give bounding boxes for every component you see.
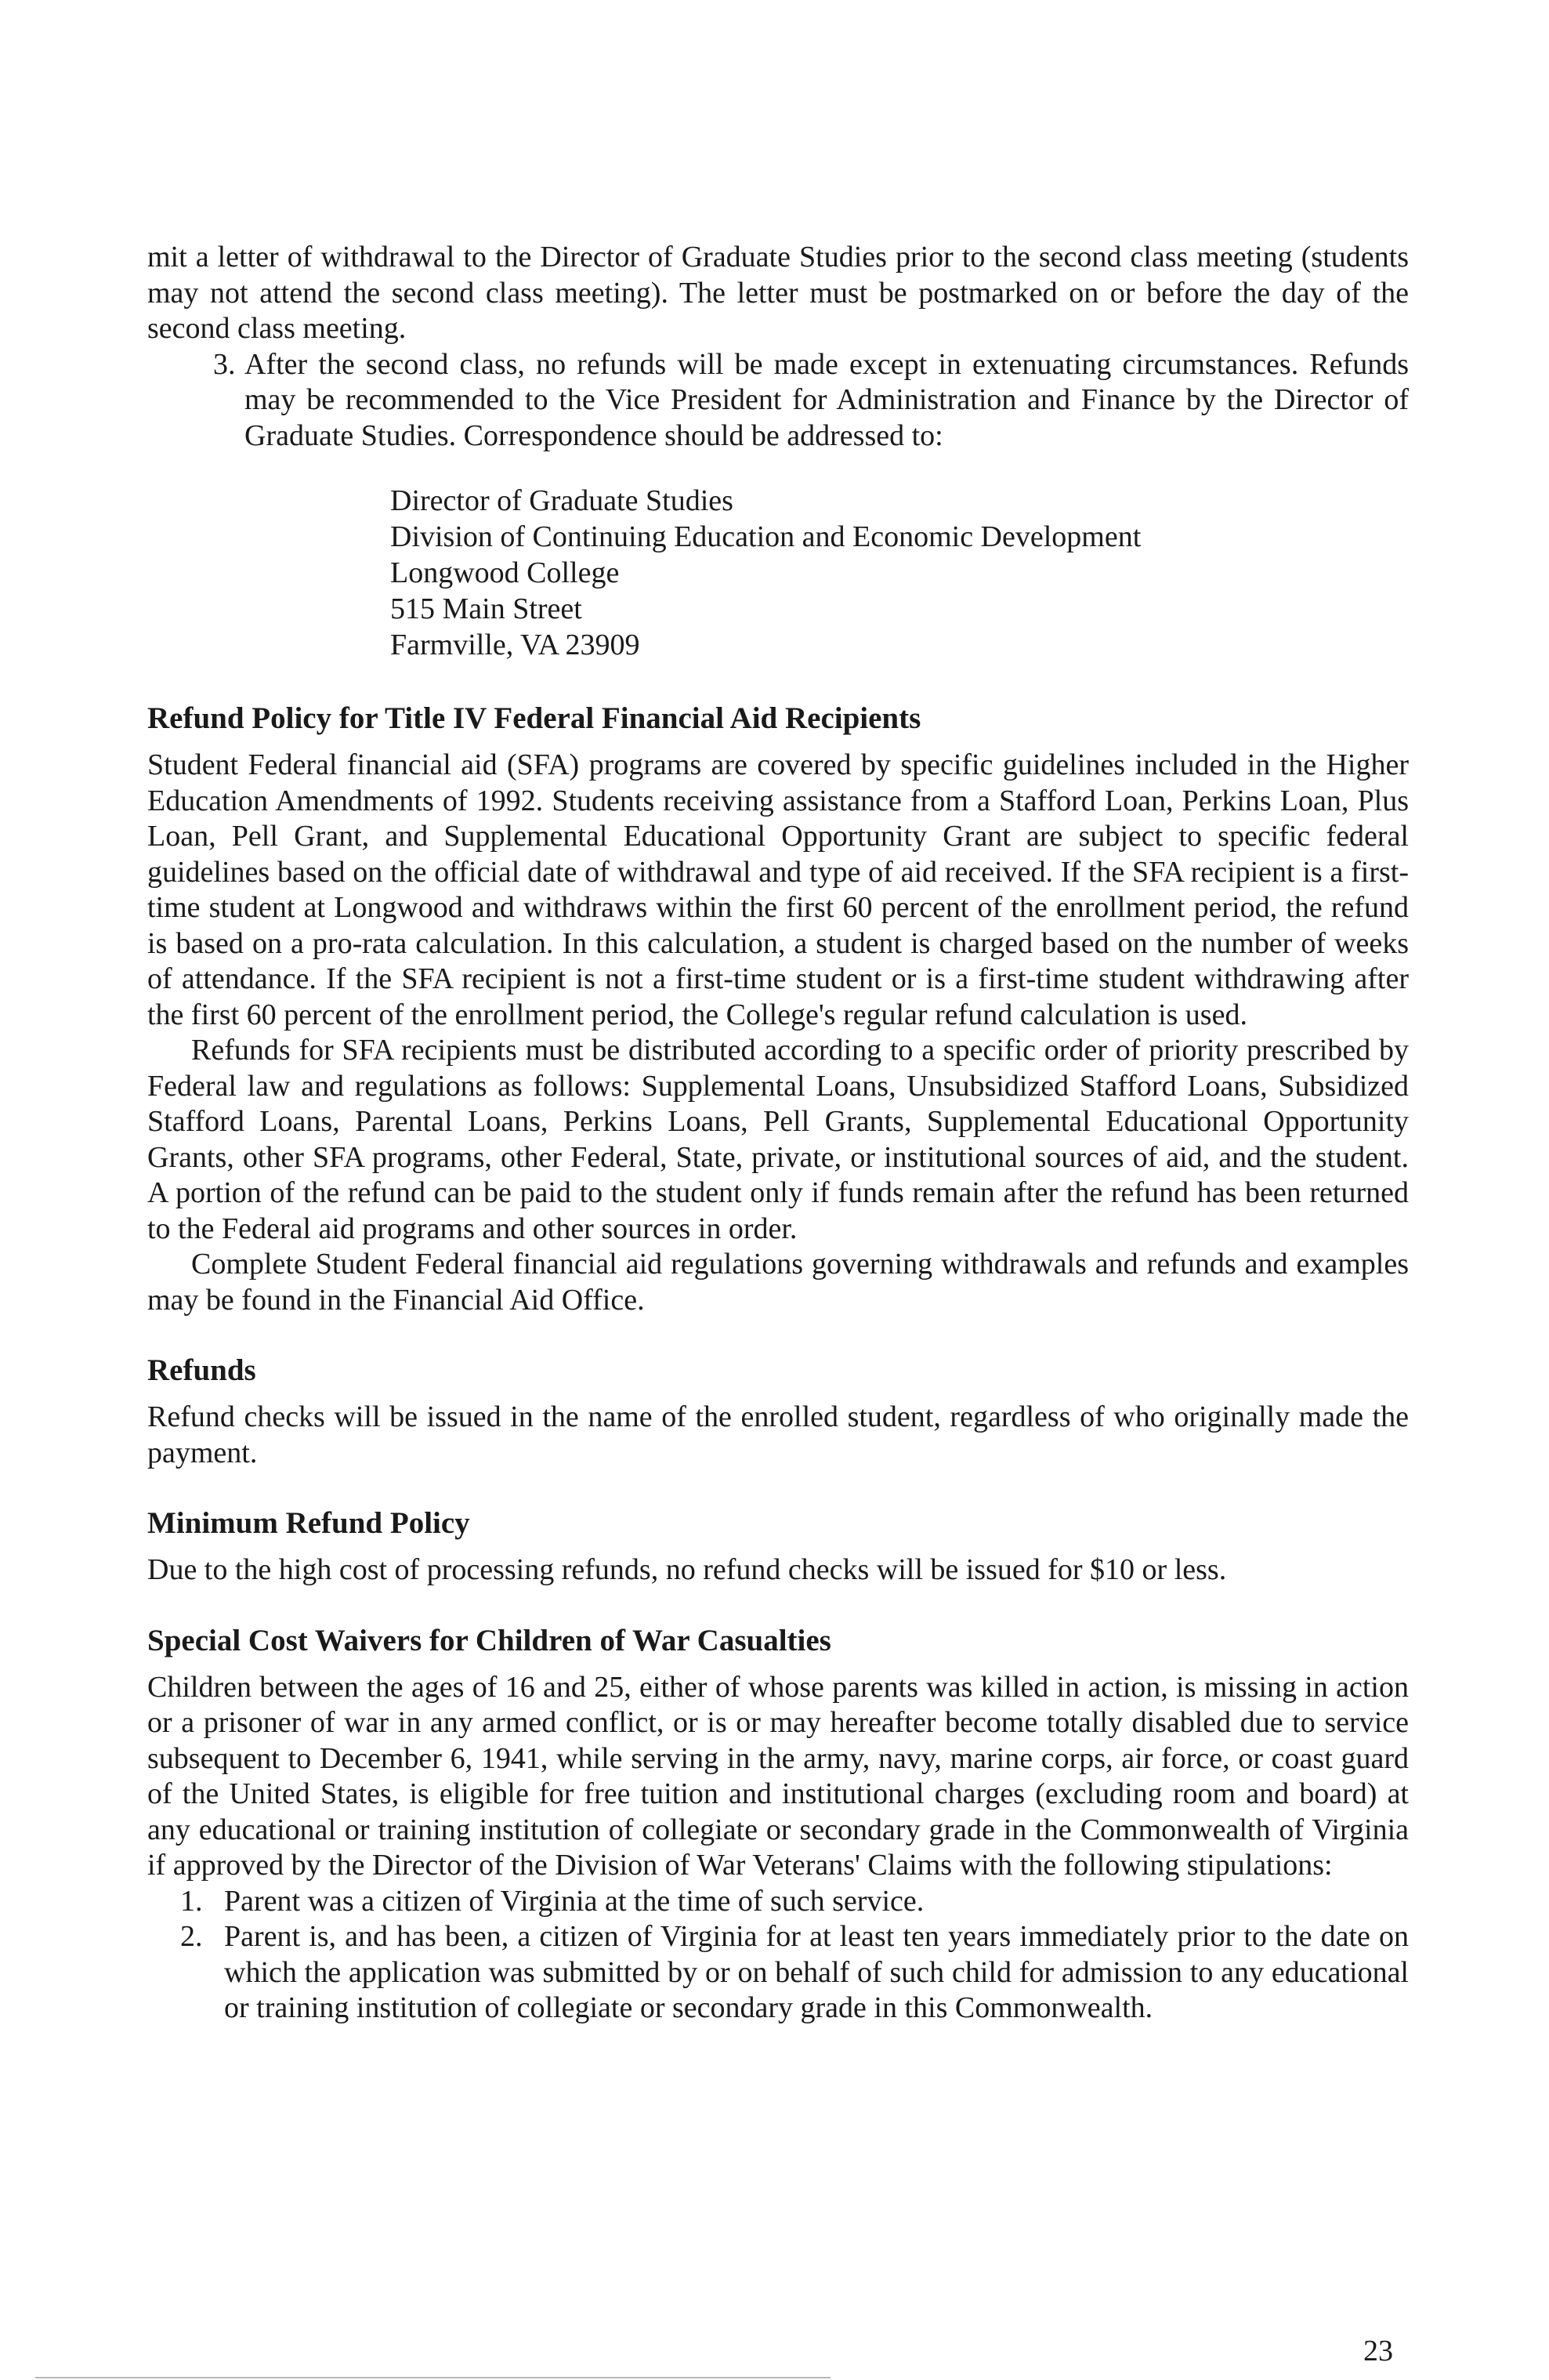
list-number: 2. (180, 1920, 203, 1953)
list-text: After the second class, no refunds will be made except in extenuating circumstances. Refunds may be recommended to the Vice President for Administration and Finance by the Director of Graduate Studies. Correspondence should be addressed to: (244, 347, 1409, 452)
list-text: Parent is, and has been, a citizen of Virginia for at least ten years immediately prior to the date on which the application was submitted by or on behalf of such child for admission to any educational or training institution of collegiate or secondary grade in this Commonwealth. (224, 1920, 1409, 2024)
list-number: 3. (213, 347, 236, 381)
intro-continuation: mit a letter of withdrawal to the Director of Graduate Studies prior to the second class meeting (students may not attend the second class meeting). The letter must be postmarked on or before the day of the second class meeting. (147, 241, 1409, 345)
address-line: 515 Main Street (390, 592, 582, 625)
page-number: 23 (1363, 2335, 1393, 2367)
section-heading-refunds: Refunds (147, 1353, 256, 1387)
paragraph: Children between the ages of 16 and 25, either of whose parents was killed in action, is missing in action or a prisoner of war in any armed conflict, or is or may hereafter become totally disabled due to service subsequent to December 6, 1941, while serving in the army, navy, marine corps, air force, or coast guard of the United States, is eligible for free tuition and institutional charges (excluding room and board) at any educational or training institution of collegiate or secondary grade in the Commonwealth of Virginia if approved by the Director of the Division of War Veterans' Claims with the following stipulations: (147, 1670, 1409, 1882)
mailing-address (390, 483, 1409, 663)
section-heading-title-iv: Refund Policy for Title IV Federal Financial Aid Recipients (147, 701, 921, 735)
list-text: Parent was a citizen of Virginia at the time of such service. (224, 1884, 925, 1918)
paragraph: Student Federal financial aid (SFA) programs are covered by specific guidelines included in the Higher Education Amendments of 1992. Students receiving assistance from a Stafford Loan, Perkins Loan, Plus Loan, Pell Grant, and Supplemental Educational Opportunity Grant are subject to specific federal guidelines based on the official date of withdrawal and type of aid received. If the SFA recipient is a first-time student at Longwood and withdraws within the first 60 percent of the enrollment period, the refund is based on a pro-rata calculation. In this calculation, a student is charged based on the number of weeks of attendance. If the SFA recipient is not a first-time student or is a first-time student withdrawing after the first 60 percent of the enrollment period, the College's regular refund calculation is used. (147, 748, 1409, 1031)
section-heading-minimum-refund: Minimum Refund Policy (147, 1506, 470, 1540)
address-line: Farmville, VA 23909 (390, 629, 640, 661)
address-line: Longwood College (390, 556, 620, 589)
list-item-2 (147, 1919, 1409, 2027)
list-number: 1. (180, 1884, 203, 1918)
section-heading-cost-waivers: Special Cost Waivers for Children of War Casualties (147, 1623, 831, 1657)
paragraph: Due to the high cost of processing refunds, no refund checks will be issued for $10 or less. (147, 1553, 1227, 1586)
list-item-3 (147, 347, 1409, 455)
list-item-1 (147, 1884, 1409, 1920)
paragraph: Refund checks will be issued in the name of the enrolled student, regardless of who originally made the payment. (147, 1400, 1409, 1469)
footer-rule (35, 2377, 831, 2378)
stipulations-list (147, 1884, 1409, 2027)
address-line: Director of Graduate Studies (390, 484, 733, 517)
paragraph: Complete Student Federal financial aid regulations governing withdrawals and refunds and examples may be found in the Financial Aid Office. (147, 1248, 1409, 1317)
paragraph: Refunds for SFA recipients must be distributed according to a specific order of priority prescribed by Federal law and regulations as follows: Supplemental Loans, Unsubsidized Stafford Loans, Subsidized Stafford Loans, Parental Loans, Perkins Loans, Pell Grants, Supplemental Educational Opportunity Grants, other SFA programs, other Federal, State, private, or institutional sources of aid, and the student. A portion of the refund can be paid to the student only if funds remain after the refund has been returned to the Federal aid programs and other sources in order. (147, 1034, 1409, 1245)
page-content (147, 240, 1409, 2027)
address-line: Division of Continuing Education and Economic Development (390, 520, 1142, 553)
